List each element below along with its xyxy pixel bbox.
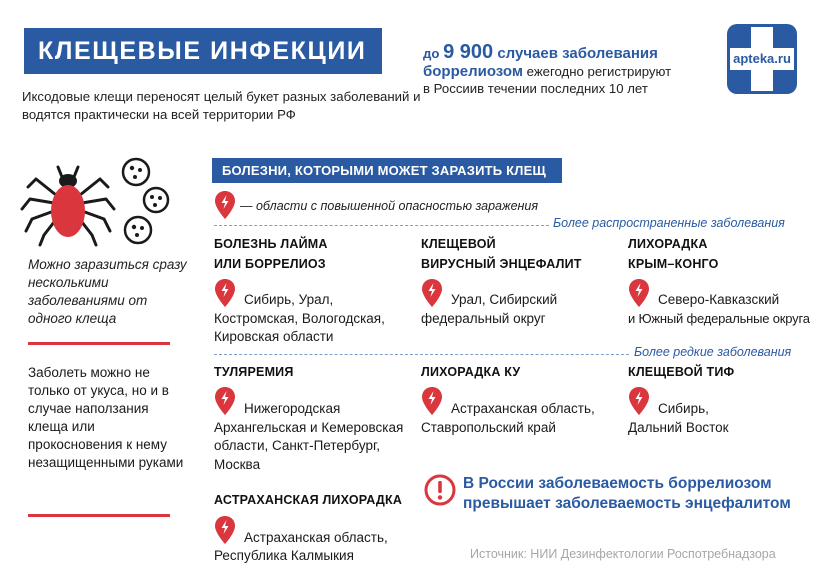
- location-pin-icon: [214, 278, 236, 308]
- tularemia-l2: Архангельская и Кемеровская: [214, 420, 404, 435]
- tularemia-title: ТУЛЯРЕМИЯ: [214, 365, 294, 379]
- crimea-l2: и Южный федеральные округа: [628, 311, 810, 326]
- location-pin-icon: [628, 386, 650, 416]
- stat-disease: боррелиозом: [423, 62, 523, 80]
- q-fever-l2: Ставропольский край: [421, 420, 556, 435]
- alert-line-1: В России заболеваемость боррелиозом: [463, 475, 772, 492]
- legend-pin-icon: [214, 190, 236, 220]
- legend-text: — области с повышенной опасностью заражения: [240, 199, 539, 213]
- rare-divider: [214, 354, 634, 355]
- left-note-2: Заболеть можно не только от укуса, но и в случае наползания клеща или прокосновения к нему незащищенными руками: [28, 365, 184, 470]
- stat-number: 9 900: [443, 41, 494, 63]
- lyme-title: [214, 234, 328, 274]
- q-fever-l1: Астраханская область,: [451, 401, 595, 416]
- location-pin-icon: [214, 386, 236, 416]
- tick-icon: [14, 155, 122, 247]
- location-pin-icon: [421, 278, 443, 308]
- tularemia-l1: Нижегородская: [244, 401, 341, 416]
- q-fever-title: ЛИХОРАДКА КУ: [421, 365, 521, 379]
- lyme-title-1: БОЛЕЗНЬ ЛАЙМА: [214, 237, 328, 251]
- typhus-l1: Сибирь,: [658, 401, 709, 416]
- lyme-l3: Кировская области: [214, 329, 334, 344]
- left-note: Можно заразиться сразу несколькими заболеваниями от одного клеща: [28, 257, 187, 326]
- alert-line-2: превышает заболеваемость энцефалитом: [463, 495, 791, 512]
- rare-label: Более редкие заболевания: [630, 345, 791, 359]
- source-text: Источник: НИИ Дезинфектологии Роспотребнадзора: [470, 547, 776, 561]
- stat-line-2: [423, 63, 723, 81]
- left-divider-top: [28, 342, 170, 345]
- stat-prefix: до: [423, 46, 444, 61]
- crimea-title-1: ЛИХОРАДКА: [628, 237, 708, 251]
- encephalitis-title-2: ВИРУСНЫЙ ЭНЦЕФАЛИТ: [421, 257, 582, 271]
- page-subtitle: Иксодовые клещи переносят целый букет разных заболеваний и водятся практически на всей территории РФ: [22, 89, 421, 122]
- alert-text: [463, 474, 818, 514]
- encephalitis-title: [421, 234, 582, 274]
- logo-text: apteka.ru: [733, 51, 791, 66]
- astrakhan-l1: Астраханская область,: [244, 530, 388, 545]
- germs-icon: [118, 150, 178, 250]
- stat-line-1: [423, 41, 723, 63]
- tularemia-l3: области, Санкт-Петербург,: [214, 438, 380, 453]
- apteka-logo[interactable]: [725, 22, 799, 96]
- left-divider-bottom: [28, 514, 170, 517]
- exclamation-icon: [424, 474, 456, 506]
- stat-line-3: в Россиив течении последних 10 лет: [423, 81, 648, 96]
- tularemia-l4: Москва: [214, 457, 261, 472]
- crimea-title-2: КРЫМ–КОНГО: [628, 257, 719, 271]
- diseases-banner: БОЛЕЗНИ, КОТОРЫМИ МОЖЕТ ЗАРАЗИТЬ КЛЕЩ: [212, 158, 562, 183]
- typhus-l2: Дальний Восток: [628, 420, 729, 435]
- typhus-title: КЛЕЩЕВОЙ ТИФ: [628, 365, 735, 379]
- lyme-title-2: ИЛИ БОРРЕЛИОЗ: [214, 257, 326, 271]
- stat-line1-rest: случаев заболевания: [493, 45, 658, 62]
- lyme-l2: Костромская, Вологодская,: [214, 311, 385, 326]
- location-pin-icon: [628, 278, 650, 308]
- crimea-title: [628, 234, 719, 274]
- common-divider: [214, 225, 554, 226]
- encephalitis-l1: Урал, Сибирский: [451, 292, 558, 307]
- astrakhan-l2: Республика Калмыкия: [214, 548, 354, 563]
- common-label: Более распространенные заболевания: [549, 216, 785, 230]
- stat-line2-rest: ежегодно регистрируют: [522, 63, 672, 79]
- location-pin-icon: [421, 386, 443, 416]
- lyme-l1: Сибирь, Урал,: [244, 292, 334, 307]
- page-title: КЛЕЩЕВЫЕ ИНФЕКЦИИ: [24, 28, 382, 74]
- encephalitis-l2: федеральный округ: [421, 311, 546, 326]
- crimea-l1: Северо-Кавказский: [658, 292, 780, 307]
- astrakhan-title: АСТРАХАНСКАЯ ЛИХОРАДКА: [214, 493, 403, 507]
- encephalitis-title-1: КЛЕЩЕВОЙ: [421, 237, 496, 251]
- stat-block: [423, 41, 723, 98]
- location-pin-icon: [214, 515, 236, 545]
